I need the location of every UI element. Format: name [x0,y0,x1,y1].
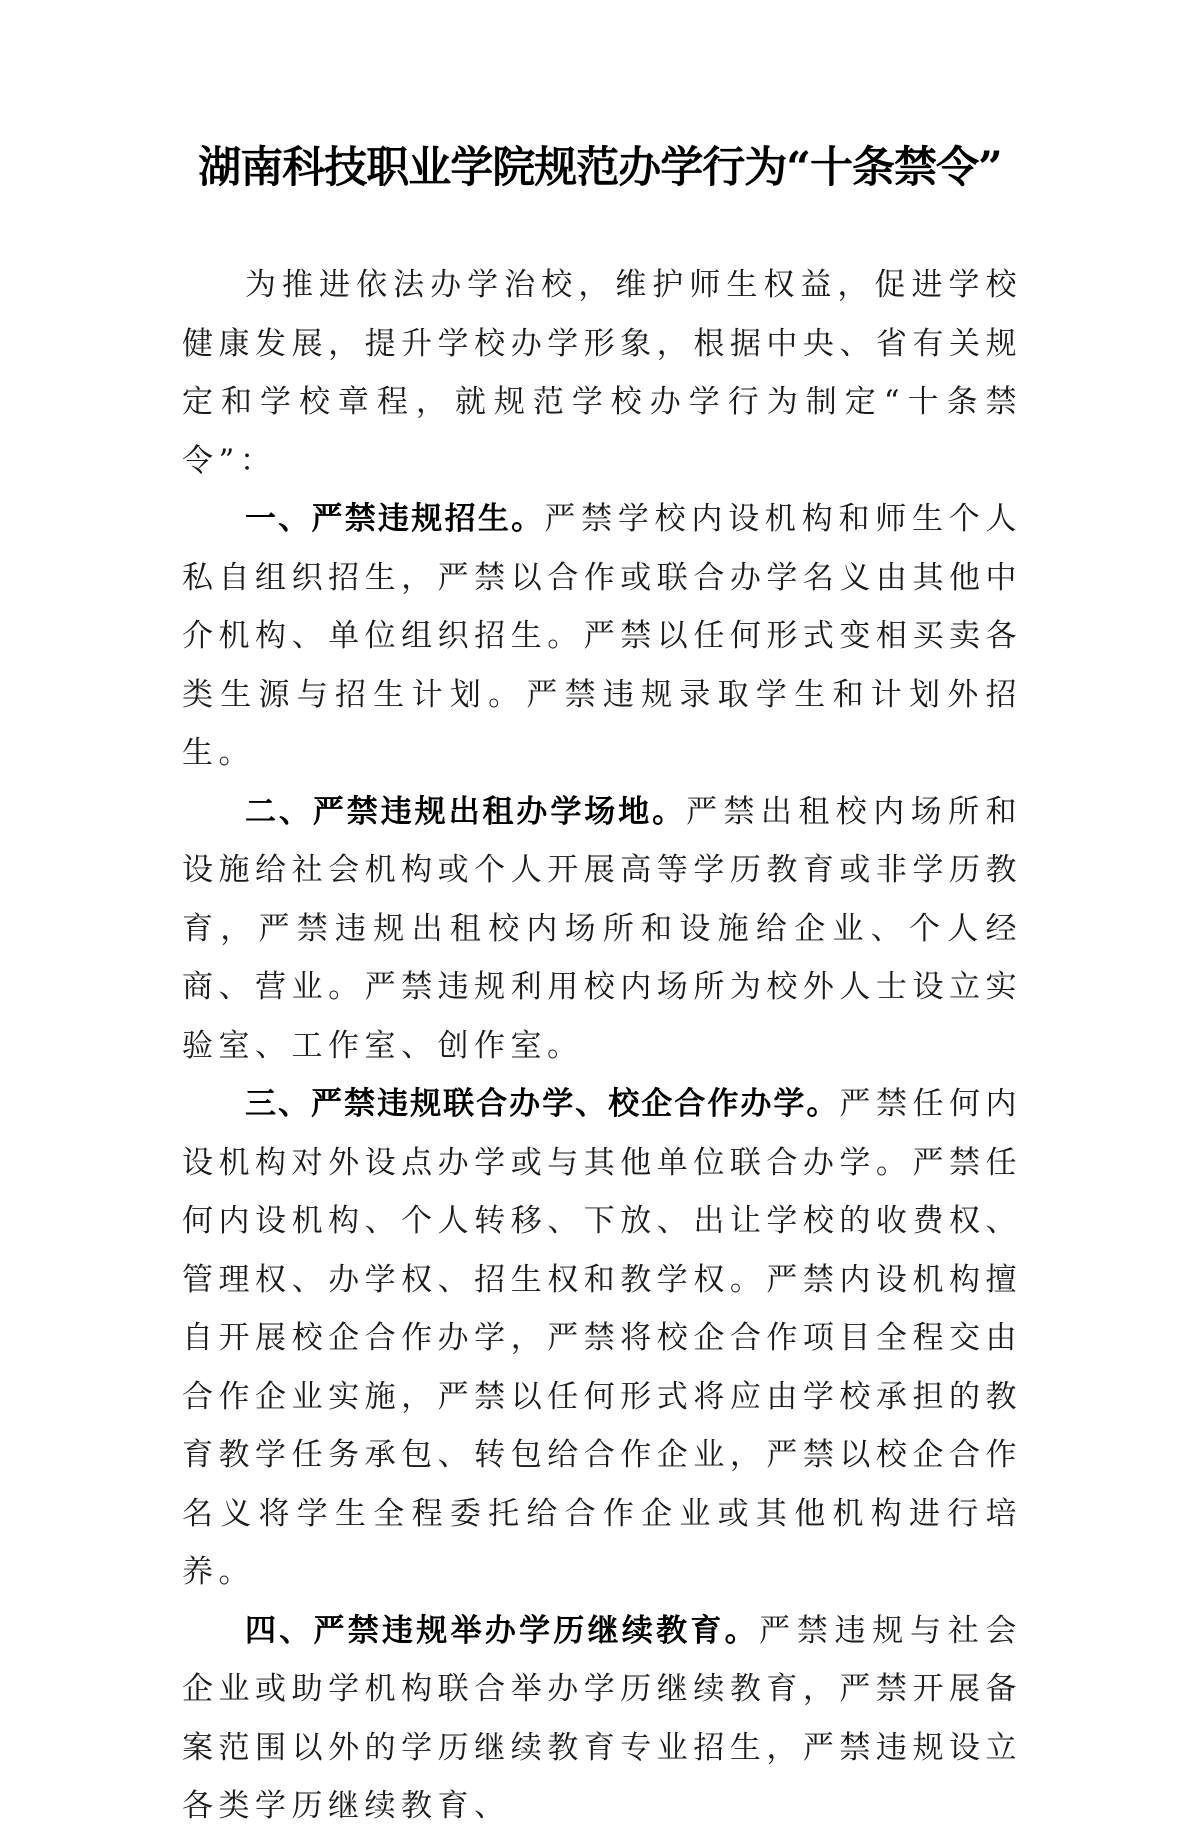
prohibition-text: 严禁出租校内场所和设施给社会机构或个人开展高等学历教育或非学历教育，严禁违规出租校内场所和设施给企业、个人经商、营业。严禁违规利用校内场所为校外人士设立实验室、工作室、创作室。 [182,793,1023,1064]
prohibition-text: 严禁违规与社会企业或助学机构联合举办学历继续教育，严禁开展备案范围以外的学历继续教育专业招生，严禁违规设立各类学历继续教育、 [182,1612,1023,1824]
prohibition-item-4 [182,1602,1022,1836]
document-title: 湖南科技职业学院规范办学行为“十条禁令” [198,143,1002,193]
prohibition-heading: 二、严禁违规出租办学场地。 [245,793,687,830]
prohibition-heading: 一、严禁违规招生。 [245,501,545,537]
prohibition-text: 严禁学校内设机构和师生个人私自组织招生，严禁以合作或联合办学名义由其他中介机构、单位组织招生。严禁以任何形式变相买卖各类生源与招生计划。严禁违规录取学生和计划外招生。 [182,501,1023,771]
prohibition-heading: 三、严禁违规联合办学、校企合作办学。 [245,1086,840,1122]
prohibition-heading: 四、严禁违规举办学历继续教育。 [245,1612,759,1649]
document-body [182,256,1022,1836]
prohibition-item-1 [182,490,1022,783]
prohibition-text: 严禁任何内设机构对外设点办学或与其他单位联合办学。严禁任何内设机构、个人转移、下放、出让学校的收费权、管理权、办学权、招生权和教学权。严禁内设机构擅自开展校企合作办学，严禁将校企合作项目全程交由合作企业实施，严禁以任何形式将应由学校承担的教育教学任务承包、转包给合作企业，严禁以校企合作名义将学生全程委托给合作企业或其他机构进行培养。 [182,1086,1023,1590]
intro-paragraph: 为推进依法办学治校，维护师生权益，促进学校健康发展，提升学校办学形象，根据中央、省有关规定和学校章程，就规范学校办学行为制定“十条禁令”： [182,267,1022,479]
prohibition-item-2 [182,783,1022,1076]
prohibition-item-3 [182,1075,1022,1602]
